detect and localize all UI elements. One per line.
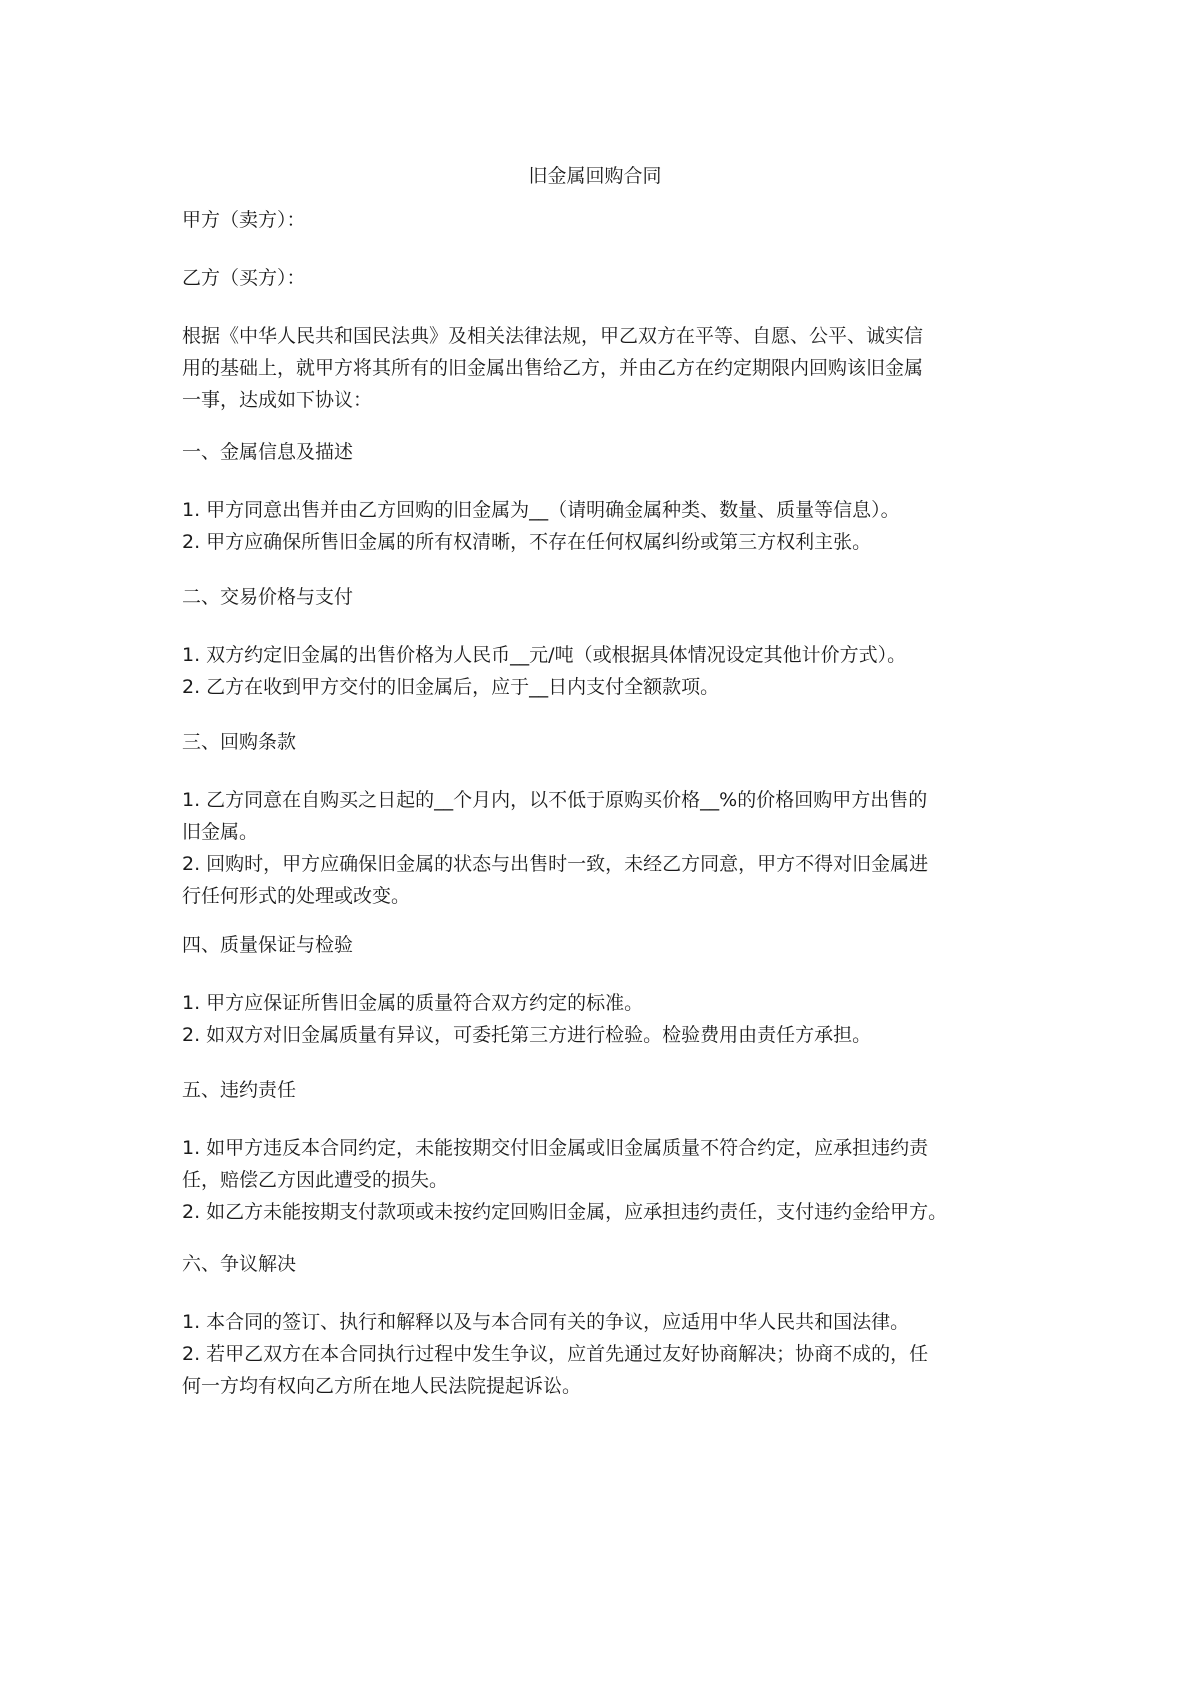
section-heading-4: 四、质量保证与检验 xyxy=(182,934,354,956)
clause-line: 1. 如甲方违反本合同约定，未能按期交付旧金属或旧金属质量不符合约定，应承担违约责 xyxy=(182,1137,929,1159)
clause-line: 2. 乙方在收到甲方交付的旧金属后，应于__日内支付全额款项。 xyxy=(182,676,720,698)
clause-line: 2. 甲方应确保所售旧金属的所有权清晰，不存在任何权属纠纷或第三方权利主张。 xyxy=(182,531,872,553)
section-heading-6: 六、争议解决 xyxy=(182,1253,297,1275)
clause-line: 1. 双方约定旧金属的出售价格为人民币__元/吨（或根据具体情况设定其他计价方式）。 xyxy=(182,644,907,666)
clause-line: 2. 如乙方未能按期支付款项或未按约定回购旧金属，应承担违约责任，支付违约金给甲方。 xyxy=(182,1201,948,1223)
section-body-2 xyxy=(182,639,1022,703)
preamble-line: 用的基础上，就甲方将其所有的旧金属出售给乙方，并由乙方在约定期限内回购该旧金属 xyxy=(182,357,924,379)
clause-line: 1. 乙方同意在自购买之日起的__个月内，以不低于原购买价格__%的价格回购甲方出售的 xyxy=(182,789,928,811)
section-body-3 xyxy=(182,784,1022,912)
party-b-line: 乙方（买方）： xyxy=(182,267,306,289)
contract-page xyxy=(182,0,1022,1683)
clause-line: 1. 甲方应保证所售旧金属的质量符合双方约定的标准。 xyxy=(182,992,644,1014)
section-heading-5: 五、违约责任 xyxy=(182,1079,297,1101)
section-heading-2: 二、交易价格与支付 xyxy=(182,586,354,608)
clause-line: 2. 如双方对旧金属质量有异议，可委托第三方进行检验。检验费用由责任方承担。 xyxy=(182,1024,872,1046)
section-heading-3: 三、回购条款 xyxy=(182,731,297,753)
section-heading-1: 一、金属信息及描述 xyxy=(182,441,354,463)
clause-line: 1. 本合同的签订、执行和解释以及与本合同有关的争议，应适用中华人民共和国法律。 xyxy=(182,1311,910,1333)
clause-line: 任，赔偿乙方因此遭受的损失。 xyxy=(182,1169,449,1191)
clause-line: 旧金属。 xyxy=(182,821,259,843)
clause-line: 1. 甲方同意出售并由乙方回购的旧金属为__（请明确金属种类、数量、质量等信息）。 xyxy=(182,499,900,521)
preamble-line: 根据《中华人民共和国民法典》及相关法律法规，甲乙双方在平等、自愿、公平、诚实信 xyxy=(182,325,924,347)
clause-line: 何一方均有权向乙方所在地人民法院提起诉讼。 xyxy=(182,1375,582,1397)
section-body-4 xyxy=(182,987,1022,1051)
section-body-6 xyxy=(182,1306,1022,1402)
party-a-line: 甲方（卖方）： xyxy=(182,209,306,231)
document-title: 旧金属回购合同 xyxy=(528,165,662,187)
preamble-paragraph xyxy=(182,320,1022,416)
preamble-line: 一事，达成如下协议： xyxy=(182,389,373,411)
clause-line: 行任何形式的处理或改变。 xyxy=(182,885,411,907)
section-body-5 xyxy=(182,1132,1022,1228)
section-body-1 xyxy=(182,494,1022,558)
clause-line: 2. 回购时，甲方应确保旧金属的状态与出售时一致，未经乙方同意，甲方不得对旧金属进 xyxy=(182,853,929,875)
clause-line: 2. 若甲乙双方在本合同执行过程中发生争议，应首先通过友好协商解决；协商不成的，任 xyxy=(182,1343,929,1365)
